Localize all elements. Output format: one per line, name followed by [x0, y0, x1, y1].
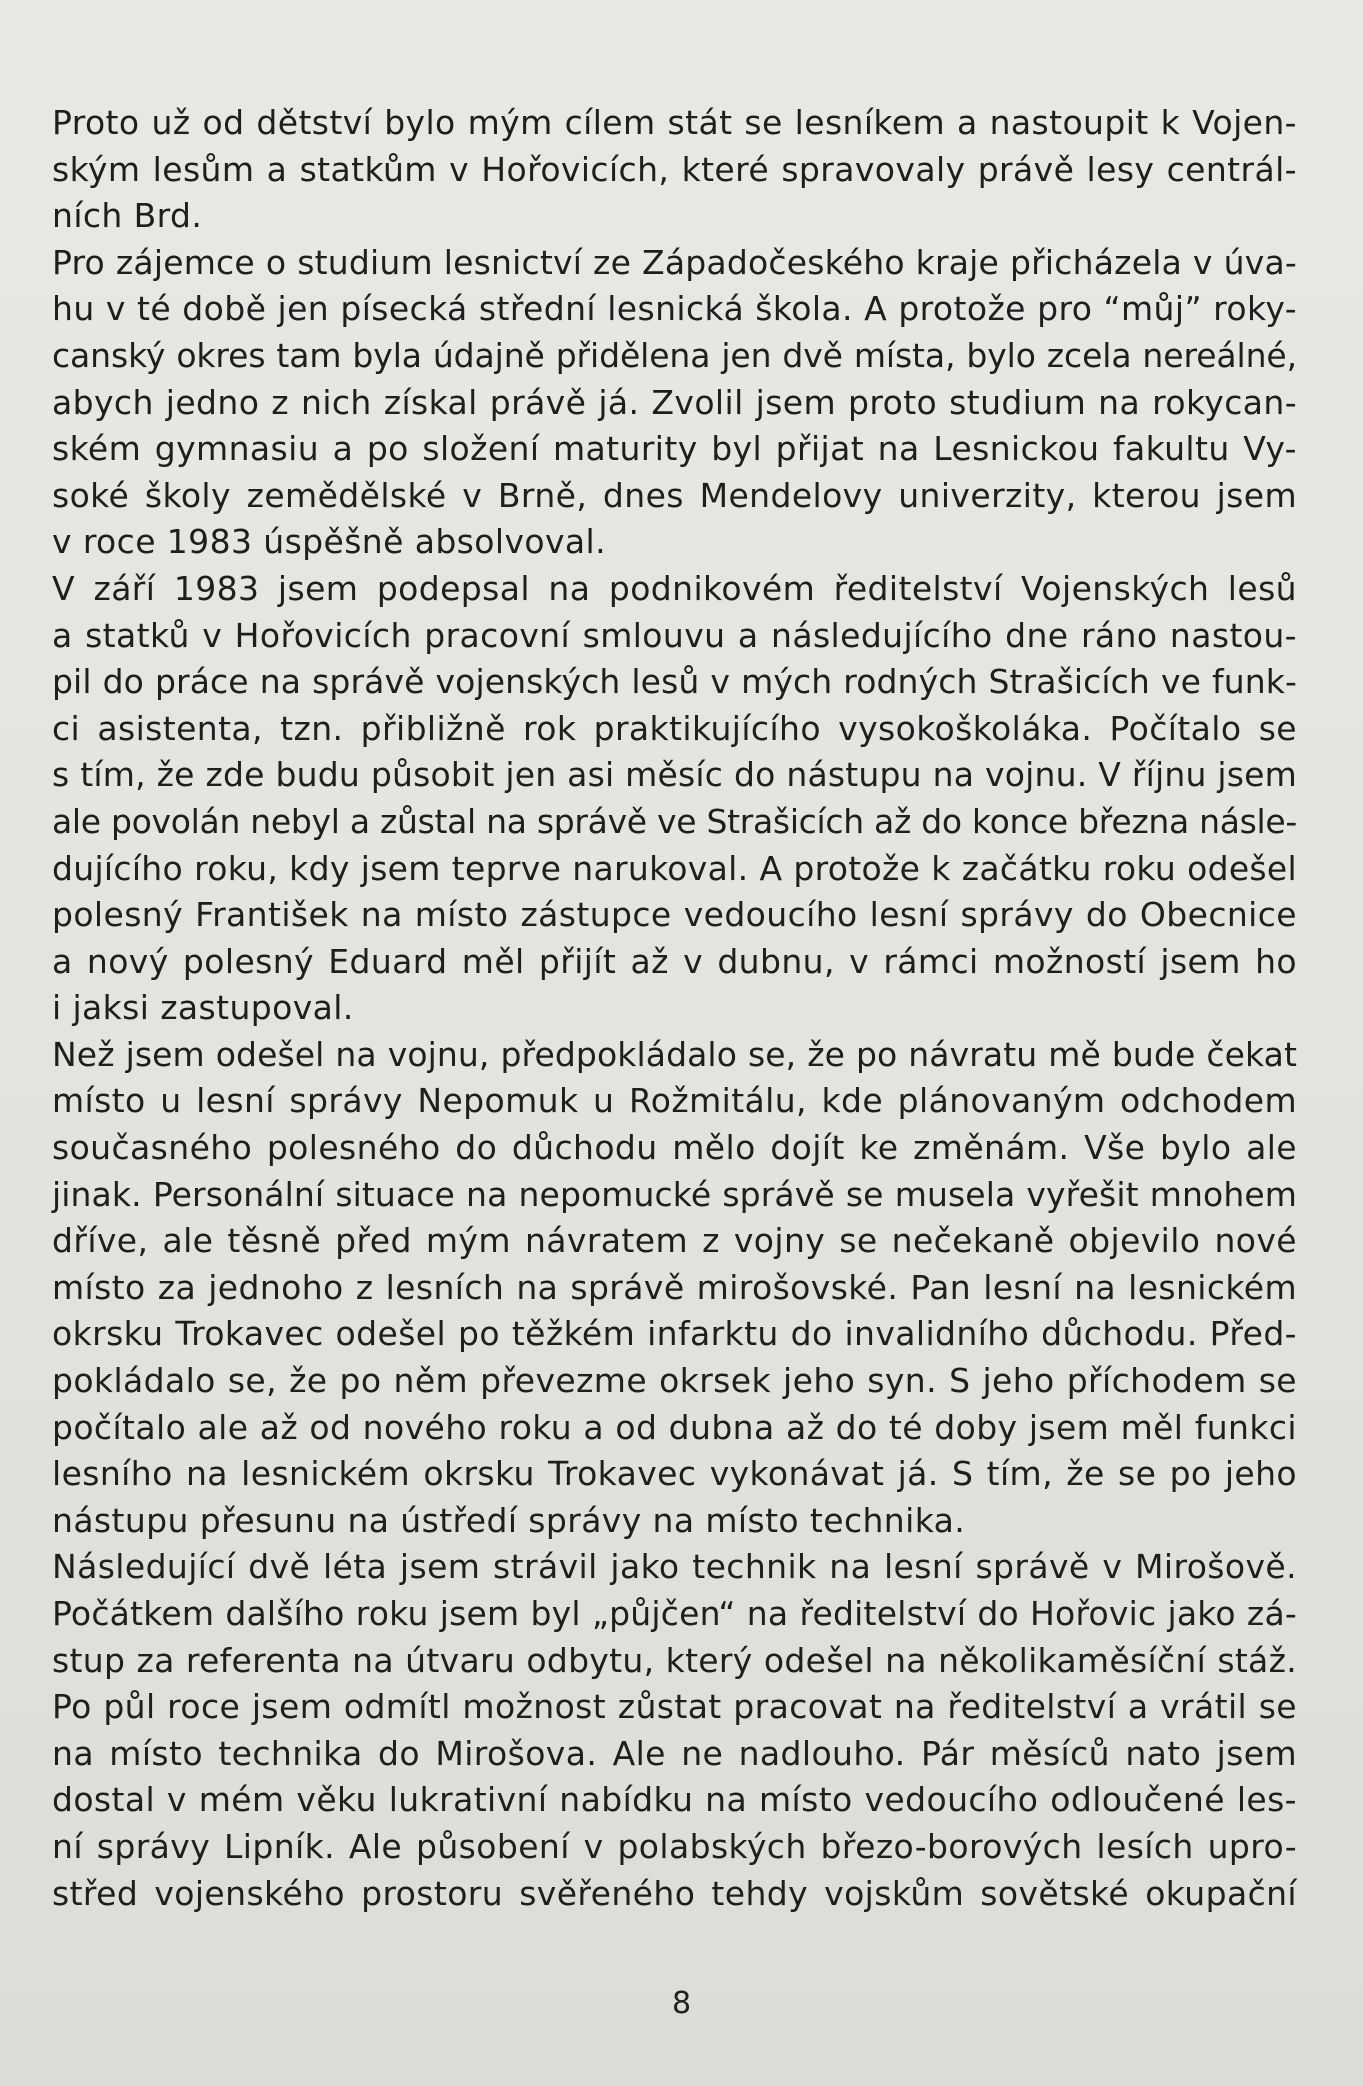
paragraph [52, 566, 1297, 1032]
text-line: nástupu přesunu na ústředí správy na místo technika. [52, 1500, 966, 1540]
paragraph [52, 100, 1297, 240]
paragraph [52, 240, 1297, 566]
text-line: jinak. Personální situace na nepomucké správě se musela vyřešit mnohem [52, 1174, 1297, 1214]
text-line: soké školy zemědělské v Brně, dnes Mendelovy univerzity, kterou jsem [52, 475, 1297, 515]
text-line: dříve, ale těsně před mým návratem z vojny se nečekaně objevilo nové [52, 1221, 1297, 1261]
text-line: ní správy Lipník. Ale působení v polabských březo-borových lesích upro- [52, 1826, 1297, 1866]
text-line: polesný František na místo zástupce vedoucího lesní správy do Obecnice [52, 895, 1297, 935]
text-line: stup za referenta na útvaru odbytu, který odešel na několikaměsíční stáž. [52, 1640, 1297, 1680]
text-line: lesního na lesnickém okrsku Trokavec vykonávat já. S tím, že se po jeho [52, 1454, 1297, 1494]
text-line: s tím, že zde budu působit jen asi měsíc do nástupu na vojnu. V říjnu jsem [52, 755, 1297, 795]
text-line: pil do práce na správě vojenských lesů v mých rodných Strašicích ve funk- [52, 662, 1297, 702]
text-line: okrsku Trokavec odešel po těžkém infarktu do invalidního důchodu. Před- [52, 1314, 1297, 1354]
text-line: hu v té době jen písecká střední lesnická škola. A protože pro “můj” roky- [52, 289, 1297, 329]
text-line: a nový polesný Eduard měl přijít až v dubnu, v rámci možností jsem ho [52, 941, 1297, 981]
page-number: 8 [671, 1986, 692, 2021]
text-line: ským lesům a statkům v Hořovicích, které spravovaly právě lesy centrál- [52, 149, 1297, 189]
text-line: Než jsem odešel na vojnu, předpokládalo se, že po návratu mě bude čekat [52, 1034, 1297, 1074]
text-line: v roce 1983 úspěšně absolvoval. [52, 522, 606, 562]
text-line: ci asistenta, tzn. přibližně rok praktikujícího vysokoškoláka. Počítalo se [52, 708, 1297, 748]
text-line: pokládalo se, že po něm převezme okrsek jeho syn. S jeho příchodem se [52, 1361, 1297, 1401]
text-line: Počátkem dalšího roku jsem byl „půjčen“ na ředitelství do Hořovic jako zá- [52, 1594, 1297, 1633]
text-line: střed vojenského prostoru svěřeného tehdy vojskům sovětské okupační [52, 1873, 1297, 1913]
text-line: současného polesného do důchodu mělo dojít ke změnám. Vše bylo ale [52, 1128, 1297, 1168]
text-line: abych jedno z nich získal právě já. Zvolil jsem proto studium na rokycan- [52, 382, 1297, 422]
text-line: místo u lesní správy Nepomuk u Rožmitálu, kde plánovaným odchodem [52, 1081, 1297, 1121]
text-line: místo za jednoho z lesních na správě mirošovské. Pan lesní na lesnickém [52, 1267, 1297, 1307]
text-line: canský okres tam byla údajně přidělena jen dvě místa, bylo zcela nereálné, [52, 335, 1297, 375]
text-line: Proto už od dětství bylo mým cílem stát se lesníkem a nastoupit k Vojen- [52, 103, 1297, 142]
text-line: ních Brd. [52, 196, 203, 236]
text-line: i jaksi zastupoval. [52, 988, 354, 1028]
text-line: Po půl roce jsem odmítl možnost zůstat pracovat na ředitelství a vrátil se [52, 1687, 1297, 1727]
text-line: Následující dvě léta jsem strávil jako technik na lesní správě v Mirošově. [52, 1547, 1297, 1587]
text-line: a statků v Hořovicích pracovní smlouvu a následujícího dne ráno nastou- [52, 615, 1297, 655]
text-line: počítalo ale až od nového roku a od dubna až do té doby jsem měl funkci [52, 1407, 1297, 1447]
text-line: dujícího roku, kdy jsem teprve narukoval. A protože k začátku roku odešel [52, 848, 1297, 888]
text-line: na místo technika do Mirošova. Ale ne nadlouho. Pár měsíců nato jsem [52, 1733, 1297, 1773]
text-line: ale povolán nebyl a zůstal na správě ve Strašicích až do konce března násle- [52, 801, 1297, 841]
text-line: ském gymnasiu a po složení maturity byl přijat na Lesnickou fakultu Vy- [52, 429, 1297, 469]
text-line: Pro zájemce o studium lesnictví ze Západočeského kraje přicházela v úva- [52, 242, 1297, 282]
text-line: V září 1983 jsem podepsal na podnikovém ředitelství Vojenských lesů [52, 568, 1297, 608]
text-line: dostal v mém věku lukrativní nabídku na místo vedoucího odloučené les- [52, 1780, 1297, 1820]
paragraph [52, 1544, 1297, 1917]
paragraph [52, 1032, 1297, 1545]
body-text [52, 100, 1297, 1917]
